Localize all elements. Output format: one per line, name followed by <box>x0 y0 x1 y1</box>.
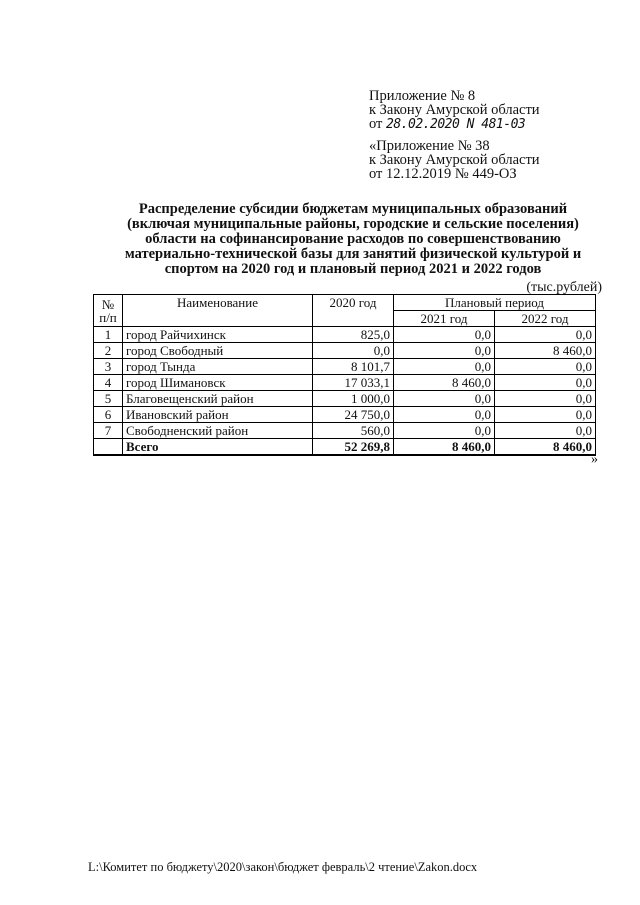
cell-y2020: 1 000,0 <box>313 391 394 407</box>
document-title <box>96 202 610 277</box>
cell-name: город Свободный <box>123 343 313 359</box>
cell-name: город Райчихинск <box>123 327 313 343</box>
header-num: № п/п <box>94 295 123 327</box>
header-name: Наименование <box>123 295 313 327</box>
cell-y2021: 8 460,0 <box>394 439 495 456</box>
cell-y2022: 0,0 <box>495 375 596 391</box>
table-row <box>94 423 596 439</box>
cell-y2022: 0,0 <box>495 423 596 439</box>
previous-appendix-number: «Приложение № 38 <box>369 138 490 154</box>
cell-num: 6 <box>94 407 123 423</box>
cell-y2022: 8 460,0 <box>495 439 596 456</box>
units-label: (тыс.рублей) <box>526 280 602 295</box>
cell-y2020: 17 033,1 <box>313 375 394 391</box>
previous-appendix-block <box>369 139 540 181</box>
cell-name: город Тында <box>123 359 313 375</box>
cell-y2021: 0,0 <box>394 423 495 439</box>
cell-y2020: 52 269,8 <box>313 439 394 456</box>
appendix-block <box>369 89 540 132</box>
cell-name: город Шимановск <box>123 375 313 391</box>
table-row <box>94 359 596 375</box>
appendix-law: к Закону Амурской области <box>369 102 540 118</box>
table-row <box>94 375 596 391</box>
cell-num <box>94 439 123 456</box>
header-2020: 2020 год <box>313 295 394 327</box>
cell-y2021: 0,0 <box>394 327 495 343</box>
subsidy-table <box>93 294 596 456</box>
table-row <box>94 343 596 359</box>
cell-name: Свободненский район <box>123 423 313 439</box>
cell-name: Ивановский район <box>123 407 313 423</box>
cell-y2022: 0,0 <box>495 359 596 375</box>
appendix-date <box>369 117 540 132</box>
title-line: (включая муниципальные районы, городские и сельские поселения) <box>127 216 579 232</box>
appendix-number: Приложение № 8 <box>369 88 476 104</box>
closing-quote: » <box>591 452 598 467</box>
cell-num: 1 <box>94 327 123 343</box>
header-row <box>94 295 596 311</box>
cell-y2020: 825,0 <box>313 327 394 343</box>
header-2021: 2021 год <box>394 311 495 327</box>
cell-num: 2 <box>94 343 123 359</box>
cell-y2022: 0,0 <box>495 327 596 343</box>
cell-y2021: 0,0 <box>394 359 495 375</box>
cell-y2020: 24 750,0 <box>313 407 394 423</box>
cell-name: Благовещенский район <box>123 391 313 407</box>
table-row <box>94 391 596 407</box>
cell-y2022: 0,0 <box>495 391 596 407</box>
cell-y2020: 0,0 <box>313 343 394 359</box>
previous-appendix-law: к Закону Амурской области <box>369 152 540 168</box>
cell-name: Всего <box>123 439 313 456</box>
table-row <box>94 327 596 343</box>
cell-num: 5 <box>94 391 123 407</box>
header-2022: 2022 год <box>495 311 596 327</box>
cell-y2022: 0,0 <box>495 407 596 423</box>
cell-num: 3 <box>94 359 123 375</box>
title-line: Распределение субсидии бюджетам муниципальных образований <box>138 201 568 217</box>
cell-y2020: 560,0 <box>313 423 394 439</box>
cell-num: 7 <box>94 423 123 439</box>
cell-y2022: 8 460,0 <box>495 343 596 359</box>
cell-y2021: 0,0 <box>394 343 495 359</box>
header-planned: Плановый период <box>394 295 596 311</box>
cell-y2021: 0,0 <box>394 407 495 423</box>
cell-y2021: 8 460,0 <box>394 375 495 391</box>
title-line: области на софинансирование расходов по совершенствованию <box>145 231 561 247</box>
title-line: спортом на 2020 год и плановый период 2021 и 2022 годов <box>164 261 542 277</box>
cell-num: 4 <box>94 375 123 391</box>
cell-y2021: 0,0 <box>394 391 495 407</box>
table-row <box>94 407 596 423</box>
total-row <box>94 439 596 456</box>
footer-file-path: L:\Комитет по бюджету\2020\закон\бюджет февраль\2 чтение\Zakon.docx <box>88 860 478 874</box>
previous-appendix-date: от 12.12.2019 № 449-ОЗ <box>369 166 517 182</box>
title-line: материально-технической базы для занятий физической культурой и <box>124 246 582 262</box>
appendix-date-prefix: от <box>369 116 383 132</box>
cell-y2020: 8 101,7 <box>313 359 394 375</box>
handwritten-date: 28.02.2020 N 481-03 <box>386 117 526 132</box>
